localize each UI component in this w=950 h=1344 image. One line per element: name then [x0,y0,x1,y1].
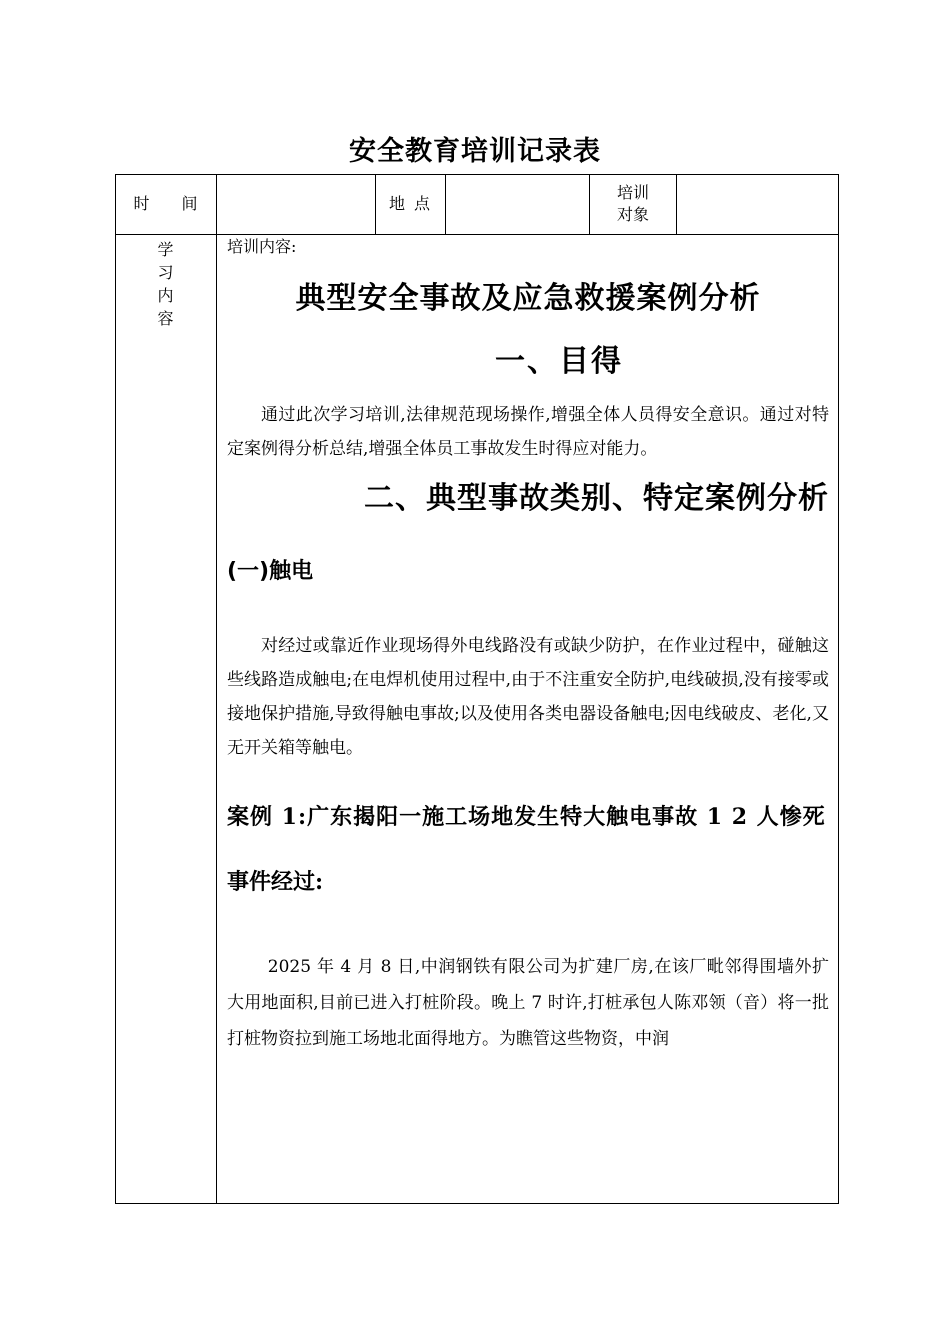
main-title: 典型安全事故及应急救援案例分析 [295,281,761,316]
paragraph-electric-shock: 对经过或靠近作业现场得外电线路没有或缺少防护，在作业过程中，碰触这些线路造成触电;在电焊机使用过程中,由于不注重安全防护,电线破损,没有接零或接地保护措施,导致得触电事故;以及使用各类电器设备触电;因电线破皮、老化,又无开关箱等触电。 [227,636,829,758]
audience-label-line2: 对象 [616,205,649,224]
record-table [115,174,839,1204]
paragraph-event: 2025 年 4 月 8 日,中润钢铁有限公司为扩建厂房,在该厂毗邻得围墙外扩大用地面积,目前已进入打桩阶段。晚上 7 时许,打桩承包人陈邓领（音）将一批打桩物资拉到施工场地北面得地方。为瞧管这些物资，中润 [227,957,829,1049]
table-divider-col3 [445,174,446,234]
study-content-label [115,238,216,330]
time-label: 时 间 [133,194,198,213]
training-content-label: 培训内容: [227,237,297,256]
subsection-electric-shock: (一)触电 [227,559,314,584]
table-border-top [115,174,839,175]
section1-title: 一、目得 [495,344,623,379]
section2-title: 二、典型事故类别、特定案例分析 [364,481,829,516]
audience-label-line1: 培训 [616,183,649,202]
place-label: 地 点 [388,194,433,213]
table-divider-col5 [676,174,677,234]
table-border-right [838,174,839,1204]
study-char-4: 容 [157,309,174,328]
study-char-1: 学 [157,240,174,259]
paragraph-purpose: 通过此次学习培训,法律规范现场操作,增强全体人员得安全意识。通过对特定案例得分析总结,增强全体员工事故发生时得应对能力。 [227,405,829,459]
case1-title: 案例 1:广东揭阳一施工场地发生特大触电事故 1 2 人惨死 [227,804,826,830]
event-title: 事件经过: [227,869,324,895]
table-border-bottom [115,1203,839,1204]
training-content [227,234,829,1057]
study-char-2: 习 [157,263,174,282]
study-char-3: 内 [157,286,174,305]
table-divider-col1 [216,174,217,1204]
document-title: 安全教育培训记录表 [349,136,601,167]
audience-label [590,182,676,226]
